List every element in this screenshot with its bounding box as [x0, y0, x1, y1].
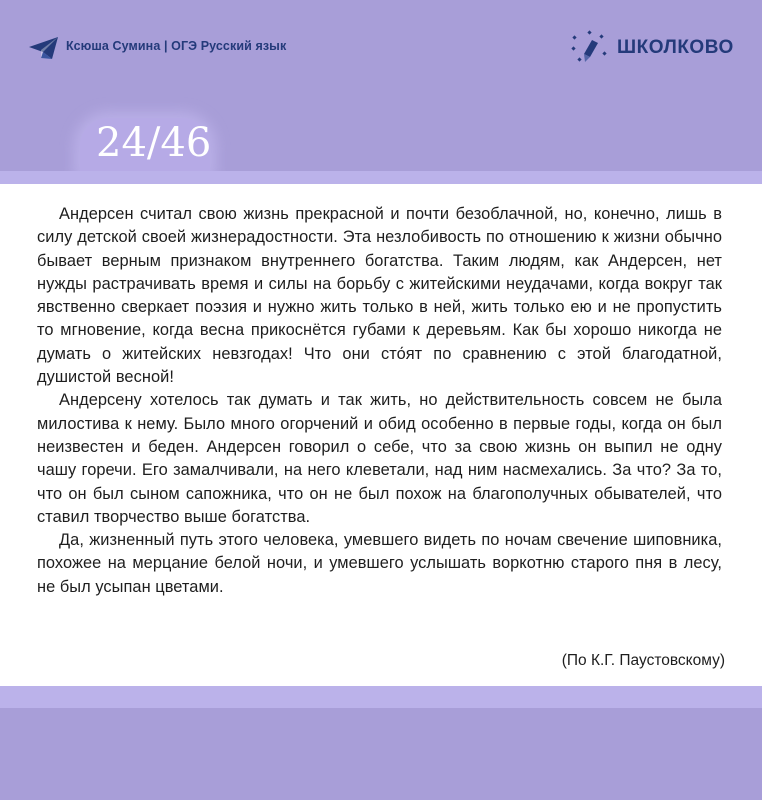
paragraph-2: Андерсену хотелось так думать и так жить, но действительность совсем не была милостива к нему. Было много огорчений и обид особенно в первые годы, когда он был неизвестен и беден. Андерсен говорил о себе, что за свою жизнь он выпил не одну чашу горечи. Его замалчивали, на него клеветали, над ним насмехались. За что? За то, что он был сыном сапожника, что он не был похож на благополучных обывателей, что ставил творчество выше богатства.	[37, 391, 722, 526]
body-text	[37, 203, 722, 599]
paragraph-3: Да, жизненный путь этого человека, умевшего видеть по ночам свечение шиповника, похожее на мерцание белой ночи, и умевшего услышать воркотню старого пня в лесу, не был усыпан цветами.	[37, 531, 722, 596]
bottom-band	[0, 686, 762, 708]
page-counter: 24/46	[96, 120, 212, 166]
paragraph-1: Андерсен считал свою жизнь прекрасной и почти безоблачной, но, конечно, лишь в силу детской своей жизнерадостности. Эта незлобивость по отношению к жизни обычно бывает верным признаком внутреннего богатства. Таким людям, как Андерсен, нет нужды растрачивать время и силы на борьбу с житейскими неудачами, когда вокруг так явственно сверкает поэзия и нужно жить только в ней, жить только ею и не пропустить то мгновение, когда весна прикоснётся губами к деревьям. Как бы хорошо никогда не думать о житейских невзгодах! Что они сто́ят по сравнению с этой благодатной, душистой весной!	[37, 205, 722, 387]
source-attribution: (По К.Г. Паустовскому)	[561, 652, 725, 669]
header	[0, 0, 762, 171]
shkolkovo-logo-icon	[570, 30, 608, 68]
telegram-icon[interactable]	[28, 36, 60, 60]
footer	[0, 708, 762, 800]
top-band	[0, 171, 762, 184]
text-card	[0, 184, 762, 686]
logo-text: ШКОЛКОВО	[617, 37, 734, 58]
author-label: Ксюша Сумина | ОГЭ Русский язык	[66, 39, 287, 53]
